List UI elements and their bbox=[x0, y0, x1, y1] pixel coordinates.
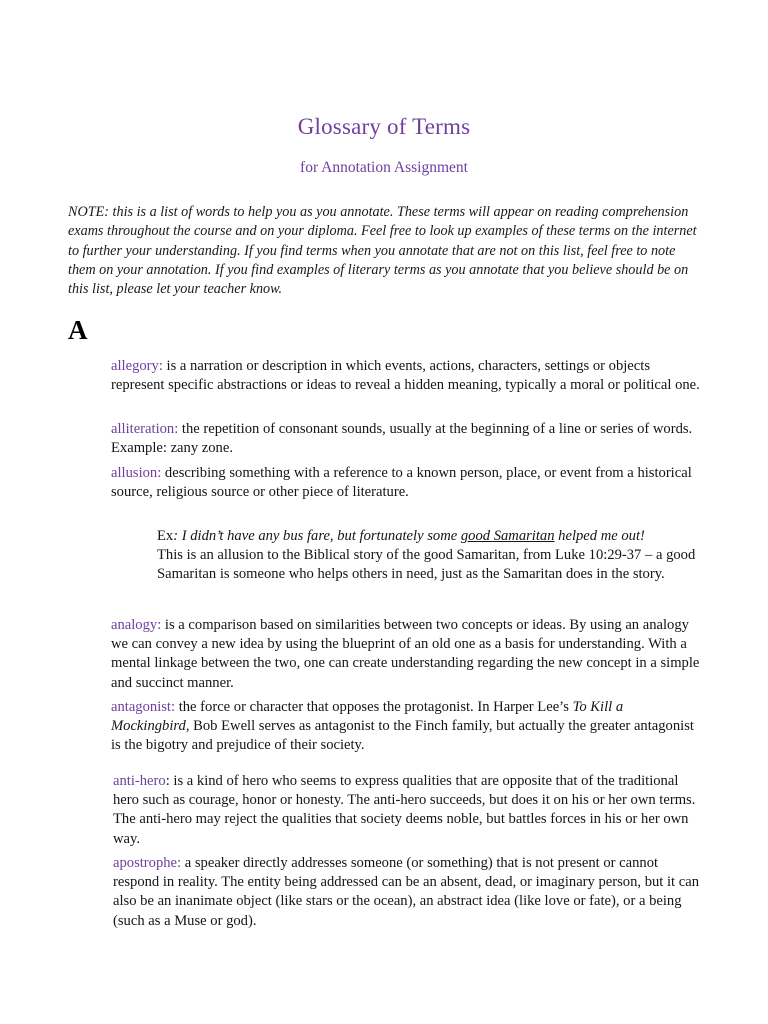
term-antagonist: antagonist: bbox=[111, 699, 176, 715]
entry-allusion bbox=[111, 464, 701, 502]
definition-antagonist-b: , Bob Ewell serves as antagonist to the Finch family, but actually the greater antagonist is the bigotry and prejudice of their society. bbox=[111, 718, 694, 754]
entry-anti-hero bbox=[113, 772, 703, 849]
definition-analogy: is a comparison based on similarities between two concepts or ideas. By using an analogy we can convey a new idea by using the blueprint of an old one as a basis for understanding. With a mental linkage between the two, one can create understanding regarding the new concept in a simple and succinct manner. bbox=[111, 617, 700, 691]
example-prefix: Ex bbox=[157, 528, 174, 544]
example-italic-b: helped me out! bbox=[554, 528, 645, 544]
allusion-example-sentence bbox=[157, 527, 705, 546]
term-analogy: analogy: bbox=[111, 617, 162, 633]
term-anti-hero: anti-hero bbox=[113, 773, 166, 789]
section-letter: A bbox=[68, 315, 88, 345]
term-apostrophe: apostrophe: bbox=[113, 855, 182, 871]
page-title: Glossary of Terms bbox=[297, 114, 471, 139]
definition-alliteration: the repetition of consonant sounds, usually at the beginning of a line or series of words. Example: zany zone. bbox=[111, 421, 693, 457]
note-paragraph: NOTE: this is a list of words to help you as you annotate. These terms will appear on reading comprehension exams throughout the course and on your diploma. Feel free to look up examples of these terms on the internet to further your understanding. If you find terms when you annotate that are not on this list, feel free to note them on your annotation. If you find examples of literary terms as you annotate that you believe should be on this list, please let your teacher know. bbox=[68, 204, 697, 298]
page-subtitle: for Annotation Assignment bbox=[300, 159, 468, 176]
entry-antagonist bbox=[111, 698, 701, 756]
entry-analogy bbox=[111, 616, 701, 693]
example-underlined: good Samaritan bbox=[460, 528, 555, 544]
term-allusion: allusion: bbox=[111, 465, 162, 481]
entry-alliteration bbox=[111, 420, 701, 458]
example-italic-a: : I didn’t have any bus fare, but fortunately some bbox=[173, 528, 461, 544]
definition-allusion: describing something with a reference to a known person, place, or event from a historical source, religious source or other piece of literature. bbox=[111, 465, 692, 501]
term-allegory: allegory: bbox=[111, 358, 163, 374]
entry-allegory bbox=[111, 357, 701, 395]
entry-apostrophe bbox=[113, 854, 703, 931]
definition-allegory: is a narration or description in which events, actions, characters, settings or objects represent specific abstractions or ideas to reveal a hidden meaning, typically a moral or political one. bbox=[111, 358, 700, 394]
book-title: To Kill a Mockingbird bbox=[111, 699, 624, 735]
allusion-example-explanation: This is an allusion to the Biblical story of the good Samaritan, from Luke 10:29-37 – a good Samaritan is someone who helps others in need, just as the Samaritan does in the story. bbox=[157, 547, 696, 583]
definition-apostrophe: a speaker directly addresses someone (or something) that is not present or cannot respond in reality. The entity being addressed can be an absent, dead, or imaginary person, but it can also be an inanimate object (like stars or the ocean), an abstract idea (like love or fate), or a being (such as a Muse or god). bbox=[113, 855, 699, 929]
definition-antagonist-a: the force or character that opposes the protagonist. In Harper Lee’s bbox=[175, 699, 573, 715]
definition-anti-hero: : is a kind of hero who seems to express qualities that are opposite that of the traditional hero such as courage, honor or honesty. The anti-hero succeeds, but does it on his or her own terms. The anti-hero may reject the qualities that society deems noble, but battles forces in his or her own way. bbox=[113, 773, 696, 847]
term-alliteration: alliteration: bbox=[111, 421, 179, 437]
